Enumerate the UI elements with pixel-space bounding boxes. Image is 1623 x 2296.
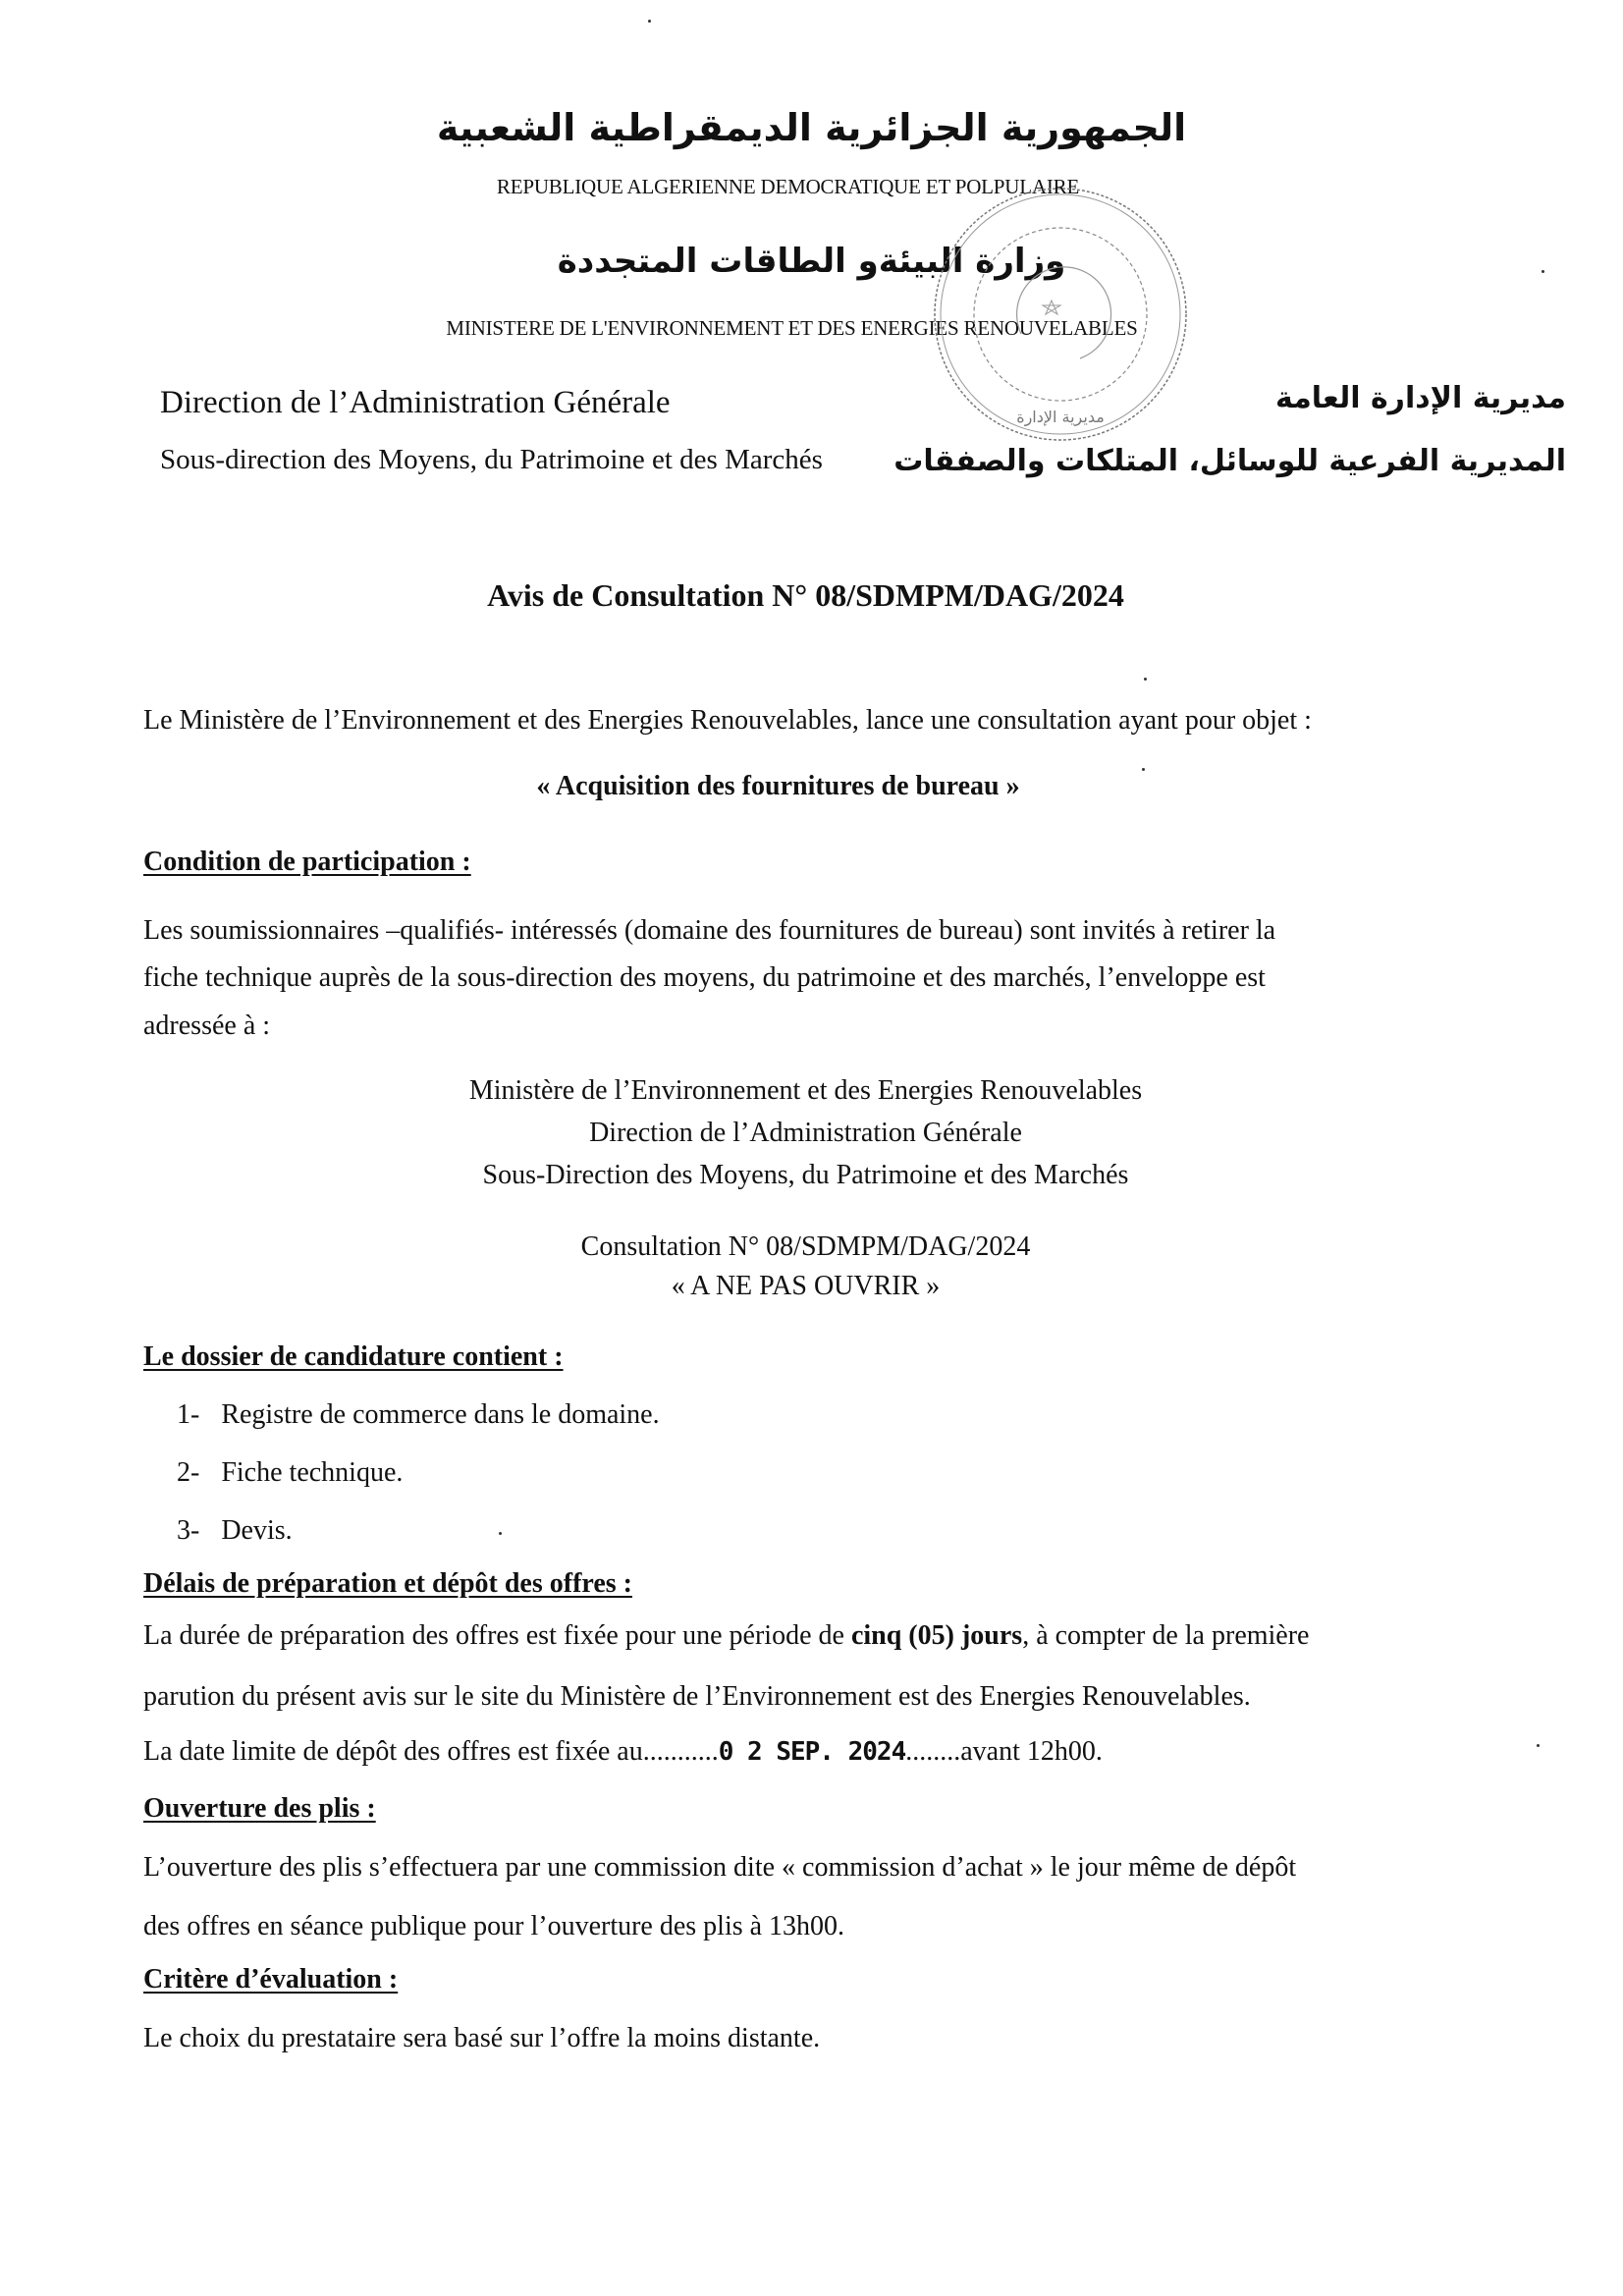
header-arabic-ministry: وزارة البيئةو الطاقات المتجددة — [557, 242, 1066, 281]
dossier-item — [177, 1399, 660, 1431]
scan-speck — [1537, 1744, 1540, 1747]
participation-line-3: adressée à : — [143, 1011, 271, 1041]
section-heading-critere: Critère d’évaluation : — [143, 1964, 399, 1995]
section-heading-ouverture: Ouverture des plis : — [143, 1793, 376, 1824]
dossier-item-text: Fiche technique. — [221, 1457, 404, 1488]
ouverture-line-2: des offres en séance publique pour l’ouverture des plis à 13h00. — [143, 1911, 845, 1941]
scan-speck — [1542, 270, 1544, 273]
official-stamp — [913, 167, 1208, 471]
intro-text — [143, 705, 1312, 737]
direction-ar: مديرية الإدارة العامة — [1275, 381, 1566, 415]
section-heading-dossier: Le dossier de candidature contient : — [143, 1341, 564, 1372]
delais-text: La durée de préparation des offres est fixée pour une période de — [143, 1620, 851, 1651]
delais-line-3 — [143, 1736, 1103, 1768]
section-heading-participation: Condition de participation : — [143, 847, 471, 877]
header-french-republic: REPUBLIQUE ALGERIENNE DEMOCRATIQUE ET POLPULAIRE — [496, 175, 1080, 198]
subdirection-fr: Sous-direction des Moyens, du Patrimoine et des Marchés — [160, 444, 823, 475]
participation-line-2: fiche technique auprès de la sous-direction des moyens, du patrimoine et des marchés, l’enveloppe est — [143, 962, 1266, 993]
scan-speck — [499, 1532, 502, 1535]
participation-line-1: Les soumissionnaires –qualifiés- intéressés (domaine des fournitures de bureau) sont invités à retirer la — [143, 915, 1276, 946]
direction-fr: Direction de l’Administration Générale — [160, 385, 671, 420]
delais-text: La date limite de dépôt des offres est fixée au........... — [143, 1736, 719, 1767]
address-line-3: Sous-Direction des Moyens, du Patrimoine et des Marchés — [482, 1160, 1129, 1190]
consultation-object: « Acquisition des fournitures de bureau » — [536, 771, 1020, 801]
delais-duration: cinq (05) jours — [850, 1620, 1023, 1651]
dossier-item-number: 2- — [177, 1457, 200, 1488]
delais-text: , à compter de la première — [1022, 1620, 1310, 1651]
critere-line: Le choix du prestataire sera basé sur l’offre la moins distante. — [143, 2023, 821, 2053]
scan-speck — [1142, 768, 1145, 771]
dossier-item — [177, 1515, 293, 1547]
delais-line-2: parution du présent avis sur le site du Ministère de l’Environnement est des Energies Renouvelables. — [143, 1681, 1251, 1712]
dossier-item-number: 3- — [177, 1515, 200, 1546]
envelope-consultation-ref: Consultation N° 08/SDMPM/DAG/2024 — [580, 1231, 1031, 1262]
delais-text: ........avant 12h00. — [905, 1736, 1103, 1767]
header-arabic-republic: الجمهورية الجزائرية الديمقراطية الشعبية — [436, 106, 1187, 149]
dossier-item — [177, 1457, 403, 1489]
dossier-item-text: Registre de commerce dans le domaine. — [221, 1399, 660, 1430]
dossier-item-text: Devis. — [221, 1515, 293, 1546]
ouverture-line-1: L’ouverture des plis s’effectuera par une commission dite « commission d’achat » le jour même de dépôt — [143, 1852, 1297, 1883]
address-line-2: Direction de l’Administration Générale — [589, 1118, 1022, 1148]
deadline-date-stamp: 0 2 SEP. 2024 — [718, 1737, 906, 1767]
scan-speck — [648, 20, 651, 23]
section-heading-delais: Délais de préparation et dépôt des offres : — [143, 1568, 632, 1599]
dossier-item-number: 1- — [177, 1399, 200, 1430]
intro-line: Le Ministère de l’Environnement et des Energies Renouvelables, lance une consultation ayant pour objet : — [143, 705, 1312, 736]
delais-line-1 — [143, 1620, 1309, 1652]
header-french-ministry: MINISTERE DE L'ENVIRONNEMENT ET DES ENERGIES RENOUVELABLES — [446, 316, 1138, 340]
scan-speck — [1144, 678, 1147, 681]
page-title: Avis de Consultation N° 08/SDMPM/DAG/2024 — [487, 577, 1124, 613]
subdirection-ar: المديرية الفرعية للوسائل، المتلكات والصفقات — [893, 444, 1566, 478]
stamp-text: مديرية الإدارة — [1016, 408, 1105, 426]
envelope-do-not-open: « A NE PAS OUVRIR » — [671, 1271, 941, 1301]
address-line-1: Ministère de l’Environnement et des Energies Renouvelables — [468, 1075, 1143, 1106]
stamp-seal-icon — [913, 167, 1208, 471]
